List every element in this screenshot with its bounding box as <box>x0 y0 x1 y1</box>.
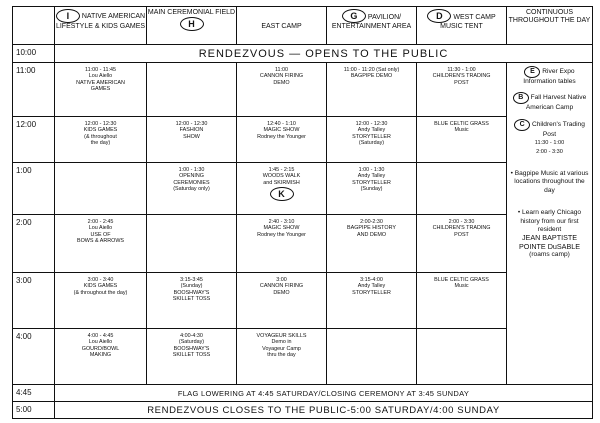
event-note: (Sunday) <box>360 186 383 193</box>
fall-harvest-item <box>509 92 590 112</box>
event-cell <box>55 273 147 329</box>
event-host: Rodney the Younger <box>257 133 306 140</box>
event-cell <box>237 329 327 385</box>
event-title: BLUE CELTIC GRASS <box>434 121 489 127</box>
event-title: SKILLET TOSS <box>172 296 211 303</box>
event-title: STORYTELLER <box>352 133 391 140</box>
event-cell <box>327 117 417 163</box>
event-cell <box>55 329 147 385</box>
event-time: 11:00 <box>274 67 289 73</box>
bagpipe-note: • Bagpipe Music at various locations throughout the day <box>510 170 589 194</box>
event-title: VOYAGEUR SKILLS <box>256 333 307 339</box>
time-label: 11:00 <box>13 63 55 117</box>
event-time: 3:15-3:45 <box>180 277 203 283</box>
banner-row-open <box>13 45 593 63</box>
opening-banner: RENDEZVOUS — OPENS TO THE PUBLIC <box>55 45 593 63</box>
event-cell <box>417 215 507 273</box>
header-main-ceremonial <box>147 7 237 45</box>
schedule-row <box>13 117 593 163</box>
location-marker-e: E <box>524 66 540 78</box>
event-note: Music <box>454 127 469 134</box>
header-pavilion <box>327 7 417 45</box>
continuous-events-column <box>507 63 593 385</box>
event-note: (Sunday) <box>180 283 203 290</box>
event-title: GAMES <box>90 86 111 93</box>
event-note: (Saturday) <box>358 140 385 147</box>
event-title: OPENING <box>179 173 204 180</box>
event-cell-empty <box>417 329 507 385</box>
banner-row-flag <box>13 385 593 402</box>
event-host: Lou Aiello <box>88 73 113 80</box>
header-title: PAVILION/ ENTERTAINMENT AREA <box>331 14 412 30</box>
event-title: SKILLET TOSS <box>172 352 211 359</box>
event-title: DEMO <box>273 79 290 86</box>
event-cell <box>327 63 417 117</box>
roams-note: (roams camp) <box>529 251 570 259</box>
resident-name: POINTE DuSABLE <box>518 241 581 251</box>
header-title: EAST CAMP <box>261 22 302 30</box>
event-host: Andy Talley <box>357 173 386 180</box>
event-title: KIDS GAMES <box>83 127 118 134</box>
fall-harvest-text: Fall Harvest Native American Camp <box>525 94 587 112</box>
resident-name: JEAN BAPTISTE <box>521 233 578 243</box>
event-cell-empty <box>327 329 417 385</box>
location-marker-h: H <box>180 17 204 31</box>
event-title: POST <box>454 79 469 86</box>
event-title: STORYTELLER <box>352 179 391 186</box>
schedule-sheet <box>12 6 592 418</box>
event-title: NATIVE AMERICAN <box>76 79 125 86</box>
event-host: Rodney the Younger <box>257 231 306 238</box>
chicago-history-note: • Learn early Chicago history from our first resident <box>517 209 582 234</box>
event-title: BLUE CELTIC GRASS <box>434 277 489 283</box>
header-title: CONTINUOUS THROUGHOUT THE DAY <box>508 9 591 24</box>
event-time: 3:00 - 3:40 <box>87 277 114 283</box>
event-note: (Saturday) <box>178 339 205 346</box>
event-note: (Saturday only) <box>173 186 210 193</box>
closing-banner: RENDEZVOUS CLOSES TO THE PUBLIC-5:00 SATURDAY/4:00 SUNDAY <box>55 402 593 419</box>
event-cell <box>147 117 237 163</box>
event-title: AND DEMO <box>356 231 387 238</box>
event-cell <box>147 273 237 329</box>
event-cell-empty <box>55 163 147 215</box>
time-label: 2:00 <box>13 215 55 273</box>
event-time: 11:00 - 11:45 <box>85 67 116 73</box>
event-title: GOURD/BOWL <box>81 345 120 352</box>
event-time: 12:40 - 1:10 <box>267 121 296 127</box>
time-label: 1:00 <box>13 163 55 215</box>
event-title: SHOW <box>183 133 200 140</box>
event-time: 11:30 - 1:00 <box>447 67 476 73</box>
event-title: BAGPIPE HISTORY <box>347 225 396 232</box>
location-marker-c: C <box>514 119 530 131</box>
river-expo-item <box>509 66 590 86</box>
event-host: Lou Aiello <box>88 225 113 232</box>
header-title: MAIN CEREMONIAL FIELD <box>147 9 236 16</box>
trading-post-item <box>509 119 590 139</box>
event-title: STORYTELLER <box>352 289 391 296</box>
event-time: 2:00-2:30 <box>360 219 383 225</box>
event-cell <box>237 273 327 329</box>
event-title: MAGIC SHOW <box>263 127 300 134</box>
schedule-row <box>13 63 593 117</box>
event-title: DEMO <box>273 289 290 296</box>
header-continuous <box>507 7 593 45</box>
event-title: CHILDREN'S TRADING <box>432 73 491 80</box>
header-native-american <box>55 7 147 45</box>
event-cell <box>55 117 147 163</box>
event-cell <box>55 215 147 273</box>
event-cell <box>327 215 417 273</box>
trading-post-text: Children's Trading Post <box>531 120 585 138</box>
event-cell <box>55 63 147 117</box>
header-title: WEST CAMP MUSIC TENT <box>440 14 496 30</box>
trading-time: 11:30 - 1:00 <box>534 140 565 147</box>
event-note: (& throughout <box>84 133 117 140</box>
event-note: Voyageur Camp <box>262 345 301 352</box>
event-cell <box>237 215 327 273</box>
flag-lowering-banner: FLAG LOWERING AT 4:45 SATURDAY/CLOSING CEREMONY AT 3:45 SUNDAY <box>55 385 593 402</box>
banner-row-close <box>13 402 593 419</box>
event-host: Andy Talley <box>357 283 386 290</box>
event-cell <box>327 273 417 329</box>
event-cell <box>417 273 507 329</box>
event-time: 1:45 - 2:15 <box>268 167 295 173</box>
event-time: 3:00 <box>276 277 287 283</box>
event-time: 2:00 - 3:30 <box>448 219 475 225</box>
location-marker-d: D <box>427 9 451 23</box>
event-cell-empty <box>417 163 507 215</box>
event-cell-empty <box>147 63 237 117</box>
event-cell <box>237 163 327 215</box>
event-title: MAKING <box>89 352 112 359</box>
event-cell <box>147 329 237 385</box>
event-title: CHILDREN'S TRADING <box>432 225 491 232</box>
header-row <box>13 7 593 45</box>
schedule-row <box>13 215 593 273</box>
event-time: 12:00 - 12:30 <box>84 121 117 127</box>
event-title: KIDS GAMES <box>83 283 118 290</box>
event-time: 12:00 - 12:30 <box>175 121 208 127</box>
event-time: 1:00 - 1:30 <box>178 167 205 173</box>
time-label: 12:00 <box>13 117 55 163</box>
event-time: 2:00 - 2:45 <box>87 219 114 225</box>
event-title: WOODS WALK <box>262 173 301 180</box>
event-title: CANNON FIRING <box>259 283 304 290</box>
event-title: CEREMONIES <box>173 179 210 186</box>
location-marker-b: B <box>513 92 529 104</box>
event-cell-empty <box>147 215 237 273</box>
time-label: 4:00 <box>13 329 55 385</box>
header-west-camp <box>417 7 507 45</box>
header-time-corner <box>13 7 55 45</box>
event-note: Music <box>454 283 469 290</box>
event-host: Lou Aiello <box>88 339 113 346</box>
event-time: 2:40 - 3:10 <box>268 219 295 225</box>
event-title: and SKIRMISH <box>263 179 300 186</box>
schedule-table <box>12 6 593 419</box>
schedule-row <box>13 163 593 215</box>
event-time: 4:00-4:30 <box>180 333 203 339</box>
event-note: (& throughout the day) <box>73 289 128 296</box>
event-title: FASHION <box>179 127 204 134</box>
time-label: 10:00 <box>13 45 55 63</box>
schedule-row <box>13 273 593 329</box>
event-title: BAGPIPE DEMO <box>350 73 393 80</box>
time-label: 4:45 <box>13 385 55 402</box>
event-note: thru the day <box>267 352 296 359</box>
event-time: 3:15-4:00 <box>360 277 383 283</box>
event-title: BOOSHWAY'S <box>173 289 210 296</box>
event-cell <box>237 63 327 117</box>
event-cell <box>417 63 507 117</box>
time-label: 3:00 <box>13 273 55 329</box>
schedule-row <box>13 329 593 385</box>
event-title: USE OF <box>90 231 111 238</box>
time-label: 5:00 <box>13 402 55 419</box>
location-marker-k: K <box>270 187 294 201</box>
location-marker-i: I <box>56 9 80 23</box>
header-east-camp <box>237 7 327 45</box>
header-title: NATIVE AMERICAN LIFESTYLE & KIDS GAMES <box>55 12 146 30</box>
event-cell <box>237 117 327 163</box>
event-title: BOWS & ARROWS <box>76 238 125 245</box>
event-cell <box>327 163 417 215</box>
event-title: MAGIC SHOW <box>263 225 300 232</box>
event-time: 12:00 - 12:30 <box>355 121 388 127</box>
event-host: Andy Talley <box>357 127 386 134</box>
event-time: 4:00 - 4:45 <box>87 333 114 339</box>
event-cell <box>417 117 507 163</box>
event-title: BOOSHWAY'S <box>173 345 210 352</box>
event-cell <box>147 163 237 215</box>
event-note: Demo in <box>271 339 292 346</box>
location-marker-g: G <box>342 9 366 23</box>
event-time: 11:00 - 11:20 (Sat only) <box>343 67 400 73</box>
event-title: POST <box>454 231 469 238</box>
event-time: 1:00 - 1:30 <box>358 167 385 173</box>
event-note: the day) <box>90 140 111 147</box>
event-title: CANNON FIRING <box>259 73 304 80</box>
trading-time: 2:00 - 3:30 <box>536 148 563 155</box>
river-expo-text: River Expo Information tables <box>523 68 576 85</box>
